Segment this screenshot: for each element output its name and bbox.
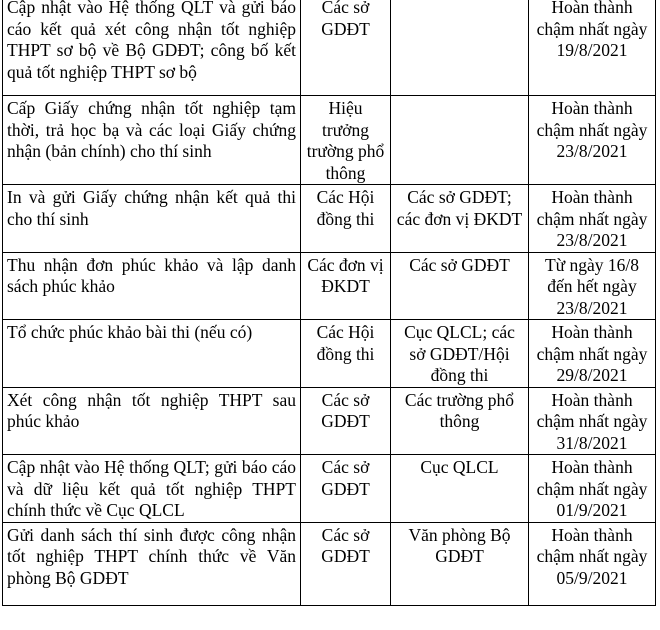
coordinator-cell: Văn phòng Bộ GDĐT [391, 522, 529, 605]
table-row [3, 320, 656, 388]
coordinator-cell: Các trường phổ thông [391, 387, 529, 455]
coordinator-cell: Các sở GDĐT; các đơn vị ĐKDT [391, 185, 529, 253]
task-cell: Gửi danh sách thí sinh được công nhận tốt nghiệp THPT chính thức về Văn phòng Bộ GDĐT [3, 522, 301, 605]
deadline-cell: Hoàn thành chậm nhất ngày 05/9/2021 [529, 522, 656, 605]
owner-cell: Các Hội đồng thi [301, 320, 391, 388]
deadline-cell: Hoàn thành chậm nhất ngày 01/9/2021 [529, 455, 656, 523]
task-cell: Thu nhận đơn phúc khảo và lập danh sách phúc khảo [3, 252, 301, 320]
table-row [3, 455, 656, 523]
deadline-cell: Hoàn thành chậm nhất ngày 29/8/2021 [529, 320, 656, 388]
task-cell: Tổ chức phúc khảo bài thi (nếu có) [3, 320, 301, 388]
task-cell: Cập nhật vào Hệ thống QLT và gửi báo cáo kết quả xét công nhận tốt nghiệp THPT sơ bộ về Bộ GDĐT; công bố kết quả tốt nghiệp THPT sơ bộ [3, 0, 301, 96]
coordinator-cell [391, 0, 529, 96]
owner-cell: Hiệu trưởng trường phổ thông [301, 96, 391, 185]
deadline-cell: Hoàn thành chậm nhất ngày 23/8/2021 [529, 96, 656, 185]
coordinator-cell: Các sở GDĐT [391, 252, 529, 320]
coordinator-cell: Cục QLCL; các sở GDĐT/Hội đồng thi [391, 320, 529, 388]
owner-cell: Các Hội đồng thi [301, 185, 391, 253]
table-row [3, 185, 656, 253]
deadline-cell: Hoàn thành chậm nhất ngày 23/8/2021 [529, 185, 656, 253]
task-cell: Xét công nhận tốt nghiệp THPT sau phúc khảo [3, 387, 301, 455]
table-row [3, 96, 656, 185]
coordinator-cell [391, 96, 529, 185]
schedule-table [2, 0, 656, 606]
task-cell: In và gửi Giấy chứng nhận kết quả thi cho thí sinh [3, 185, 301, 253]
owner-cell: Các sở GDĐT [301, 387, 391, 455]
task-cell: Cấp Giấy chứng nhận tốt nghiệp tạm thời, trả học bạ và các loại Giấy chứng nhận (bản chính) cho thí sinh [3, 96, 301, 185]
owner-cell: Các sở GDĐT [301, 0, 391, 96]
table-row [3, 522, 656, 605]
table-row [3, 387, 656, 455]
deadline-cell: Từ ngày 16/8 đến hết ngày 23/8/2021 [529, 252, 656, 320]
deadline-cell: Hoàn thành chậm nhất ngày 31/8/2021 [529, 387, 656, 455]
table-row [3, 252, 656, 320]
table-row [3, 0, 656, 96]
owner-cell: Các đơn vị ĐKDT [301, 252, 391, 320]
owner-cell: Các sở GDĐT [301, 522, 391, 605]
deadline-cell: Hoàn thành chậm nhất ngày 19/8/2021 [529, 0, 656, 96]
owner-cell: Các sở GDĐT [301, 455, 391, 523]
coordinator-cell: Cục QLCL [391, 455, 529, 523]
task-cell: Cập nhật vào Hệ thống QLT; gửi báo cáo và dữ liệu kết quả tốt nghiệp THPT chính thức về Cục QLCL [3, 455, 301, 523]
